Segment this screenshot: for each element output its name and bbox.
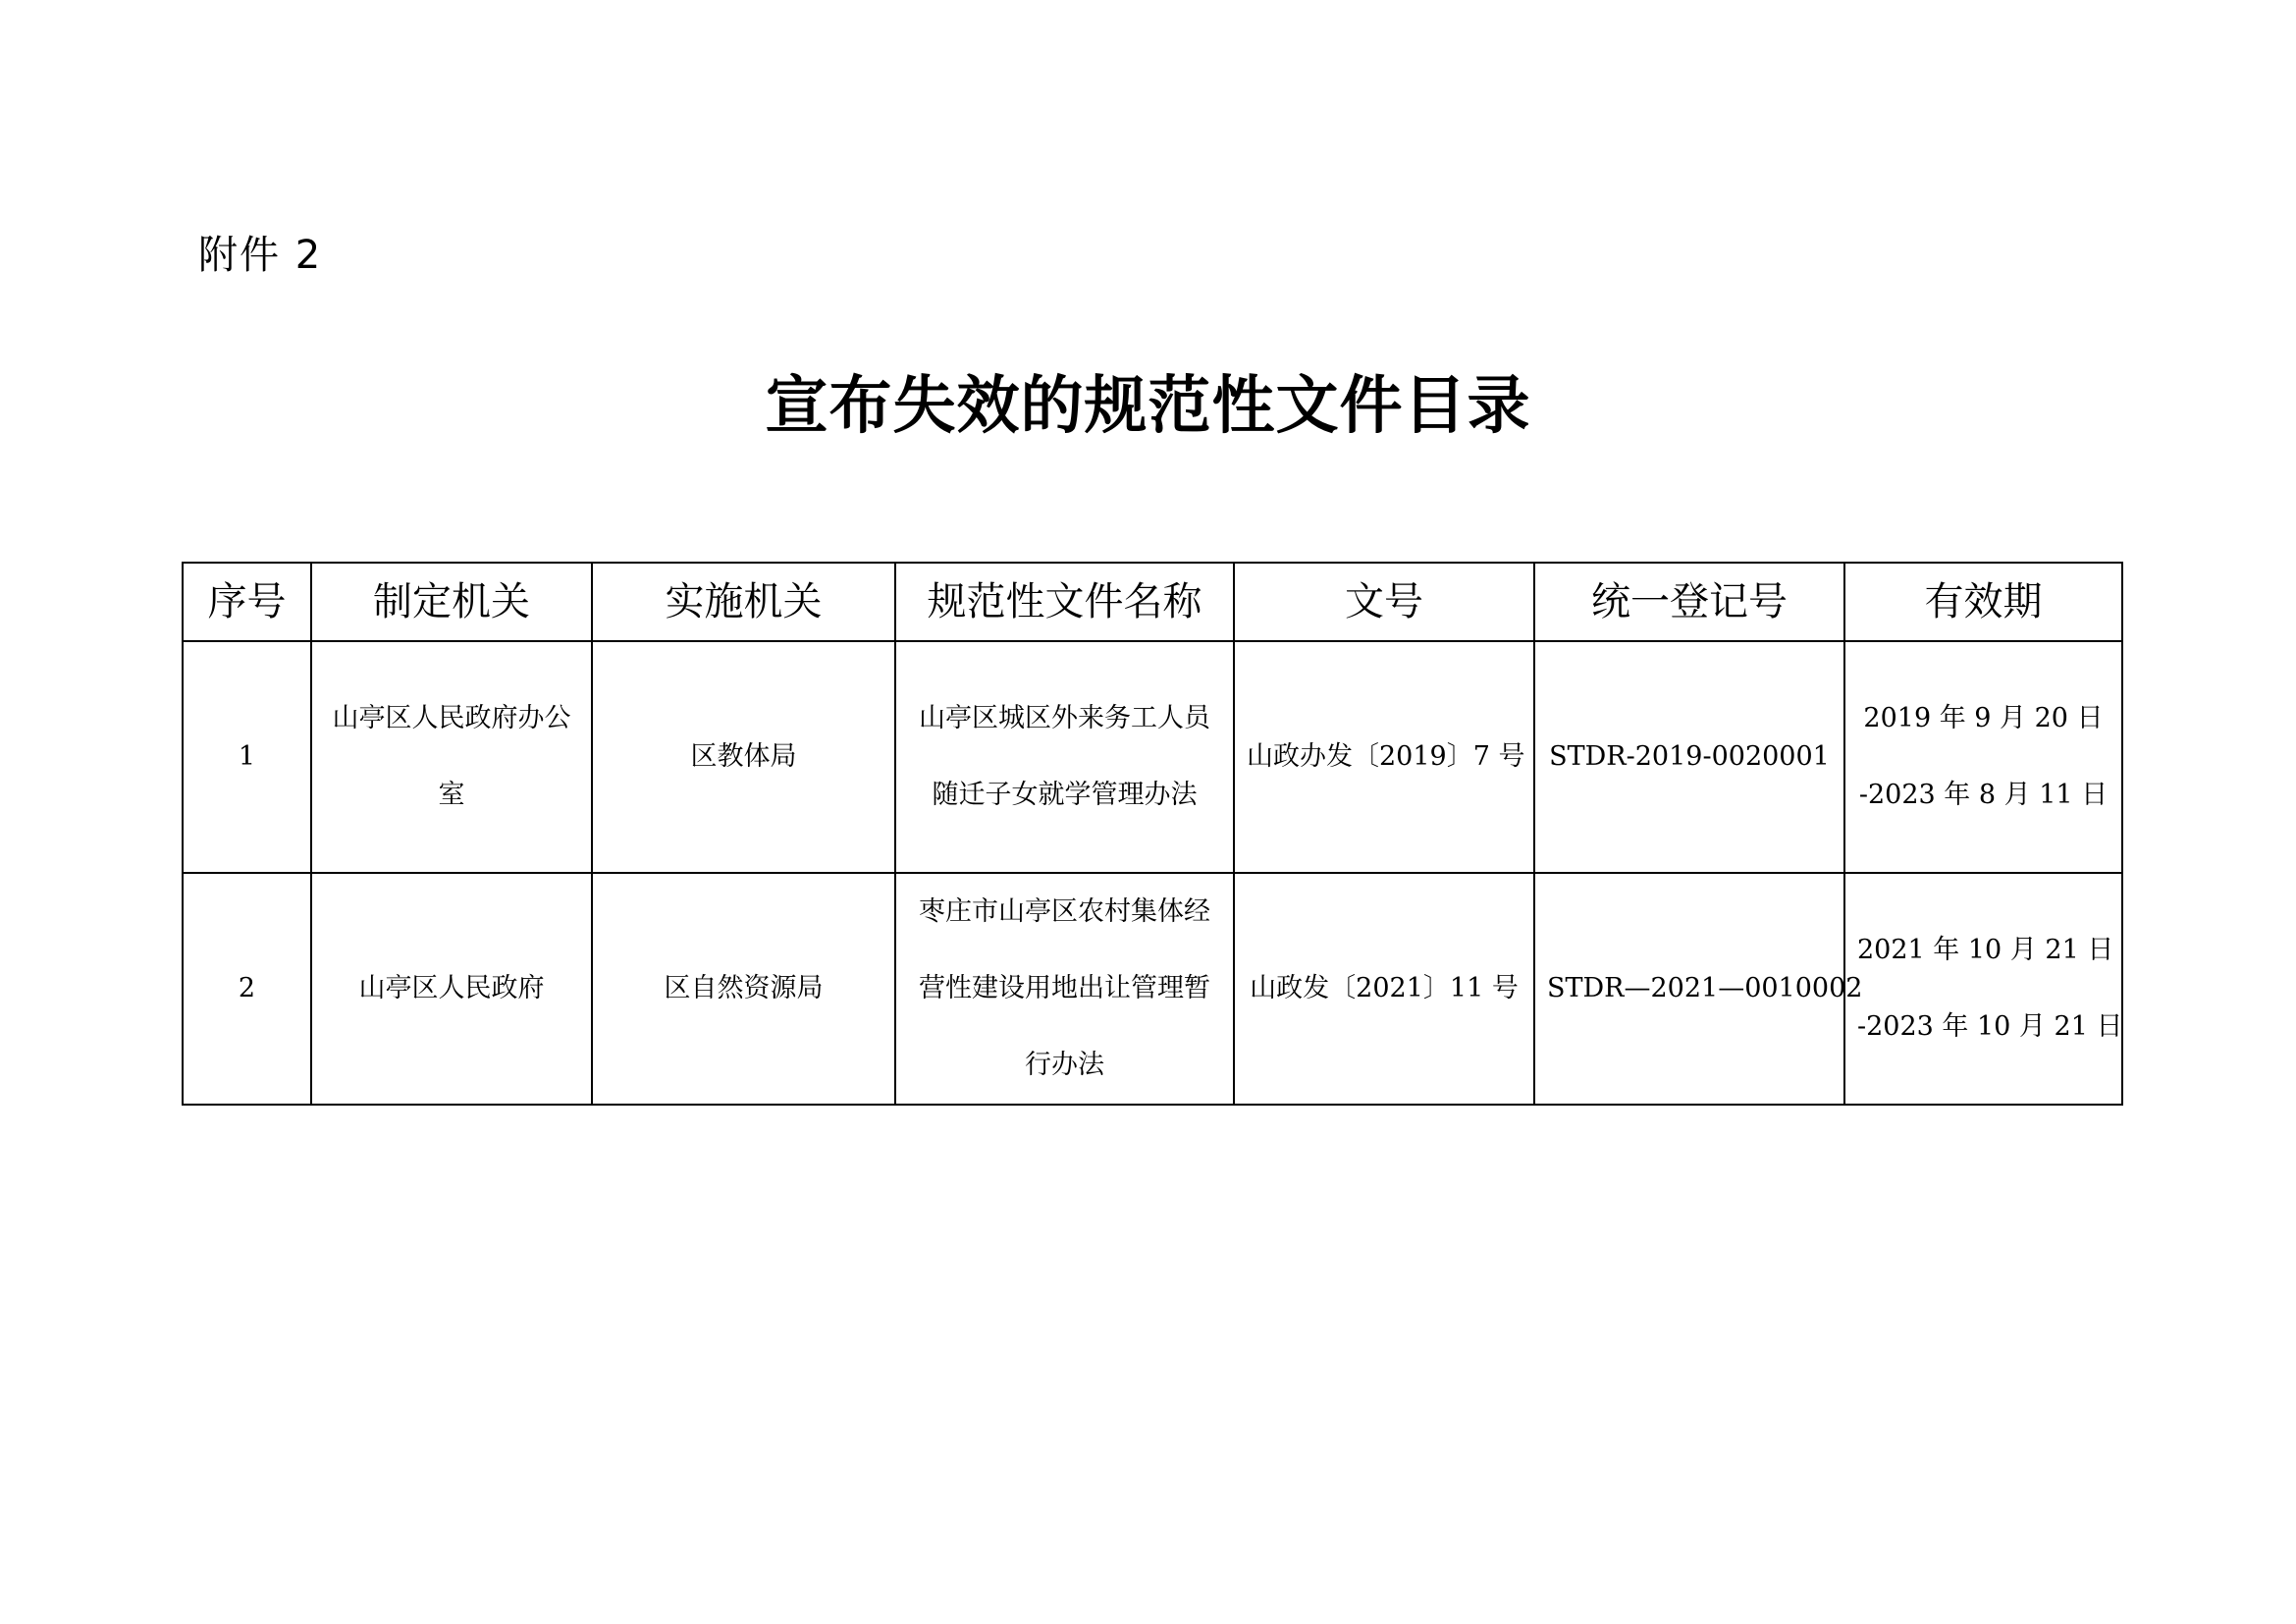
- attachment-label: 附件 2: [198, 233, 323, 278]
- validity-end: -2023 年 10 月 21 日: [1857, 1011, 2123, 1042]
- issuer-text: 山亭区人民政府办公室: [332, 703, 571, 810]
- document-title: 宣布失效的规范性文件目录: [765, 369, 1531, 443]
- row-implementer: 区自然资源局: [592, 873, 895, 1105]
- row-document-number: 山政办发〔2019〕7 号: [1234, 641, 1534, 873]
- header-document-number: 文号: [1234, 563, 1534, 641]
- row-index: 2: [183, 873, 311, 1105]
- validity-start: 2021 年 10 月 21 日: [1857, 935, 2114, 965]
- document-name-text: 枣庄市山亭区农村集体经营性建设用地出让管理暂行办法: [919, 896, 1210, 1080]
- header-document-name: 规范性文件名称: [895, 563, 1234, 641]
- row-index: 1: [183, 641, 311, 873]
- row-implementer: 区教体局: [592, 641, 895, 873]
- row-registration-number: STDR—2021—0010002: [1534, 873, 1844, 1105]
- invalid-documents-table: [182, 562, 2123, 1106]
- validity-end: -2023 年 8 月 11 日: [1858, 780, 2109, 810]
- header-validity-period: 有效期: [1844, 563, 2122, 641]
- issuer-text: 山亭区人民政府: [358, 973, 545, 1003]
- header-index: 序号: [183, 563, 311, 641]
- row-document-number: 山政发〔2021〕11 号: [1234, 873, 1534, 1105]
- document-name-text: 山亭区城区外来务工人员随迁子女就学管理办法: [919, 703, 1210, 810]
- table-row: [183, 873, 2122, 1105]
- row-document-name: [895, 641, 1234, 873]
- row-issuer: [311, 873, 592, 1105]
- row-document-name: [895, 873, 1234, 1105]
- row-validity-period: [1844, 873, 2122, 1105]
- validity-start: 2019 年 9 月 20 日: [1863, 703, 2104, 733]
- table-header-row: [183, 563, 2122, 641]
- table-row: [183, 641, 2122, 873]
- header-issuer: 制定机关: [311, 563, 592, 641]
- row-issuer: [311, 641, 592, 873]
- row-validity-period: [1844, 641, 2122, 873]
- header-implementer: 实施机关: [592, 563, 895, 641]
- header-registration-number: 统一登记号: [1534, 563, 1844, 641]
- row-registration-number: STDR-2019-0020001: [1534, 641, 1844, 873]
